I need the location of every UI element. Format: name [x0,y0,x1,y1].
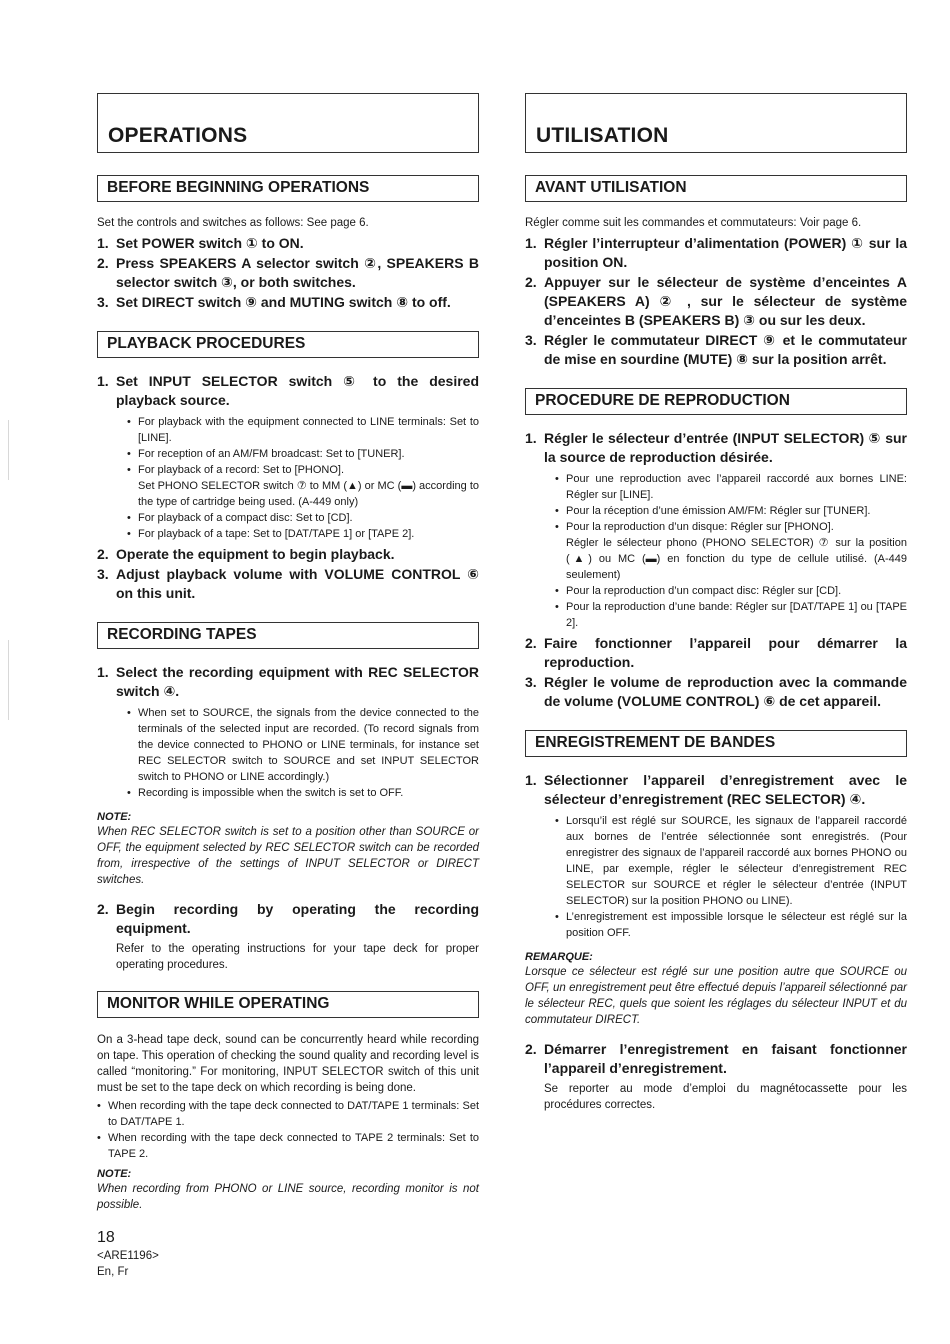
bullet-item: • For playback of a compact disc: Set to [CD]. [127,512,353,524]
step-item [97,234,479,253]
step-item [97,254,479,292]
bullet-item: • Recording is impossible when the switch is set to OFF. [127,787,404,799]
bullet-item: • Pour la reproduction d’un disque: Régler sur [PHONO]. Régler le sélecteur phono (PHONO SELECTOR) ⑦ sur la position (▲) ou MC (▬) en fonction du type de cellule utilisé. (A-449 seulement) [555,521,907,581]
page-title: UTILISATION [536,124,669,147]
section-heading: PROCEDURE DE REPRODUCTION [535,392,790,409]
step-list [525,429,907,711]
bullet-item: • Pour la réception d’une émission AM/FM: Régler sur [TUNER]. [555,505,871,517]
page-number: 18 [97,1229,115,1246]
step-item [97,900,479,938]
title-box [525,93,907,153]
bullet-item: • For playback of a record: Set to [PHONO]. Set PHONO SELECTOR switch ⑦ to MM (▲) or MC (▬) according to the type of cartridge being used. (A-449 only) [127,464,479,508]
step-text: Régler l’interrupteur d’alimentation (POWER) ① sur la position ON. [544,235,907,270]
section-heading-box [97,622,479,649]
page-footer [97,1228,159,1280]
step-item [525,429,907,631]
bullet-item: • When recording with the tape deck connected to TAPE 2 terminals: Set to TAPE 2. [97,1132,479,1160]
step-text: Press SPEAKERS A selector switch ②, SPEAKERS B selector switch ③, or both switches. [116,255,479,290]
bullet-item: • Pour la reproduction d’une bande: Régler sur [DAT/TAPE 1] ou [TAPE 2]. [555,601,907,629]
bullet-list [116,414,479,542]
bullet-item: • For playback with the equipment connected to LINE terminals: Set to [LINE]. [127,416,479,444]
bullet-item: • When set to SOURCE, the signals from the device connected to the terminals of the selected input are recorded. (To record signals from the device connected to PHONO or LINE terminals, for instance set REC SELECTOR switch to SOURCE and set INPUT SELECTOR switch to PHONO or LINE accordingly.) [127,707,479,783]
step-text: Select the recording equipment with REC SELECTOR switch ④. [116,664,479,699]
section-heading: MONITOR WHILE OPERATING [107,995,330,1012]
bullet-list [97,1098,479,1162]
step-text: Régler le sélecteur d’entrée (INPUT SELECTOR) ⑤ sur la source de reproduction désirée. [544,430,907,465]
bullet-subtext: Set PHONO SELECTOR switch ⑦ to MM (▲) or MC (▬) according to the type of cartridge being used. (A-449 only) [138,480,479,508]
step-number: 3. [525,332,537,348]
bullet-item: • L’enregistrement est impossible lorsque le sélecteur est réglé sur la position OFF. [555,911,907,939]
section-heading: AVANT UTILISATION [535,179,687,196]
step-number: 1. [97,664,109,680]
step-list [97,663,479,801]
section-heading: BEFORE BEGINNING OPERATIONS [107,179,370,196]
step-list [97,372,479,603]
step-description: Se reporter au mode d’emploi du magnétocassette pour les procédures correctes. [544,1083,907,1111]
language-codes: En, Fr [97,1266,129,1278]
section-heading: RECORDING TAPES [107,626,257,643]
step-list [97,900,479,938]
step-item [525,273,907,330]
intro-text: Set the controls and switches as follows: See page 6. [97,217,369,229]
step-number: 3. [97,294,109,310]
step-item [97,545,479,564]
title-box [97,93,479,153]
step-number: 3. [525,674,537,690]
intro-text: Régler comme suit les commandes et commutateurs: Voir page 6. [525,217,862,229]
note-label: REMARQUE: [525,951,593,963]
step-number: 1. [97,373,109,389]
step-list [97,234,479,312]
step-number: 1. [97,235,109,251]
step-number: 1. [525,430,537,446]
bullet-list [544,813,907,941]
french-column [525,93,907,1113]
step-list [525,1040,907,1078]
step-text: Démarrer l’enregistrement en faisant fonctionner l’appareil d’enregistrement. [544,1041,907,1076]
note-label: NOTE: [97,811,132,823]
section-heading: ENREGISTREMENT DE BANDES [535,734,776,751]
bullet-item: • For reception of an AM/FM broadcast: Set to [TUNER]. [127,448,405,460]
page-title: OPERATIONS [108,124,248,147]
bullet-item: • Pour une reproduction avec l’appareil raccordé aux bornes LINE: Régler sur [LINE]. [555,473,907,501]
step-text: Sélectionner l’appareil d’enregistrement avec le sélecteur d’enregistrement (REC SELECTOR) ④. [544,772,907,807]
section-heading-box [525,175,907,202]
step-number: 2. [97,546,109,562]
step-item [525,1040,907,1078]
step-number: 1. [525,772,537,788]
section-heading: PLAYBACK PROCEDURES [107,335,306,352]
step-item [97,663,479,801]
bullet-item: • Pour la reproduction d’un compact disc: Régler sur [CD]. [555,585,842,597]
step-item [525,771,907,941]
step-number: 2. [525,1041,537,1057]
margin-mark [8,640,9,720]
margin-mark [8,420,9,480]
step-text: Régler le volume de reproduction avec la commande de volume (VOLUME CONTROL) ⑥ de cet appareil. [544,674,907,709]
bullet-list [116,705,479,801]
step-item [97,372,479,542]
step-item [525,234,907,272]
step-text: Operate the equipment to begin playback. [116,546,395,562]
step-text: Régler le commutateur DIRECT ⑨ et le commutateur de mise en sourdine (MUTE) ⑧ sur la position arrêt. [544,332,907,367]
body-paragraph: On a 3-head tape deck, sound can be concurrently heard while recording on tape. This operation of checking the sound quality and recording level is called “monitoring.” For monitoring, INPUT SELECTOR switch of this unit must be set to the tape deck on which recording is being done. [97,1034,479,1094]
step-text: Appuyer sur le sélecteur de système d’enceintes A (SPEAKERS A) ② , sur le sélecteur de système d’enceintes B (SPEAKERS B) ③ ou sur les deux. [544,274,907,328]
english-column [97,93,479,1225]
step-text: Set DIRECT switch ⑨ and MUTING switch ⑧ to off. [116,294,451,310]
section-heading-box [97,331,479,358]
bullet-item: • When recording with the tape deck connected to DAT/TAPE 1 terminals: Set to DAT/TAPE 1. [97,1100,479,1128]
note-text: Lorsque ce sélecteur est réglé sur une position autre que SOURCE ou OFF, un enregistrement peut être effectué depuis l’appareil sélectionné par le sélecteur REC, quels que soient les réglages du sélecteur INPUT et du commutateur DIRECT. [525,966,907,1026]
step-text: Set INPUT SELECTOR switch ⑤ to the desired playback source. [116,373,479,408]
note-label: NOTE: [97,1168,132,1180]
step-number: 1. [525,235,537,251]
section-heading-box [525,388,907,415]
step-item [525,673,907,711]
note-text: When recording from PHONO or LINE source, recording monitor is not possible. [97,1183,479,1211]
step-item [97,565,479,603]
step-number: 2. [97,255,109,271]
step-text: Set POWER switch ① to ON. [116,235,304,251]
step-text: Adjust playback volume with VOLUME CONTROL ⑥ on this unit. [116,566,479,601]
bullet-list [544,471,907,631]
step-number: 2. [525,635,537,651]
bullet-item: • Lorsqu’il est réglé sur SOURCE, les signaux de l’appareil raccordé aux bornes de l’entrée sélectionnée sont enregistrés. (Pour enregistrer des signaux de l’appareil raccordé aux bornes PHONO ou LINE, par exemple, régler le sélecteur d’enregistrement REC SELECTOR sur SOURCE et régler le sélecteur d’entrée (INPUT SELECTOR) sur la position PHONO ou LINE). [555,815,907,907]
section-heading-box [525,730,907,757]
document-code: <ARE1196> [97,1250,159,1262]
step-number: 3. [97,566,109,582]
bullet-subtext: Régler le sélecteur phono (PHONO SELECTOR) ⑦ sur la position (▲) ou MC (▬) en fonction du type de cellule utilisé. (A-449 seulement) [566,537,907,581]
step-description: Refer to the operating instructions for your tape deck for proper operating procedures. [116,943,479,971]
step-text: Begin recording by operating the recording equipment. [116,901,479,936]
step-list [525,234,907,369]
step-item [525,331,907,369]
bullet-item: • For playback of a tape: Set to [DAT/TAPE 1] or [TAPE 2]. [127,528,415,540]
section-heading-box [97,175,479,202]
step-number: 2. [525,274,537,290]
section-heading-box [97,991,479,1018]
step-item [525,634,907,672]
step-list [525,771,907,941]
note-text: When REC SELECTOR switch is set to a position other than SOURCE or OFF, the equipment selected by REC SELECTOR switch can be recorded from, irrespective of the settings of INPUT SELECTOR or DIRECT switches. [97,826,479,886]
step-number: 2. [97,901,109,917]
step-item [97,293,479,312]
step-text: Faire fonctionner l’appareil pour démarrer la reproduction. [544,635,907,670]
